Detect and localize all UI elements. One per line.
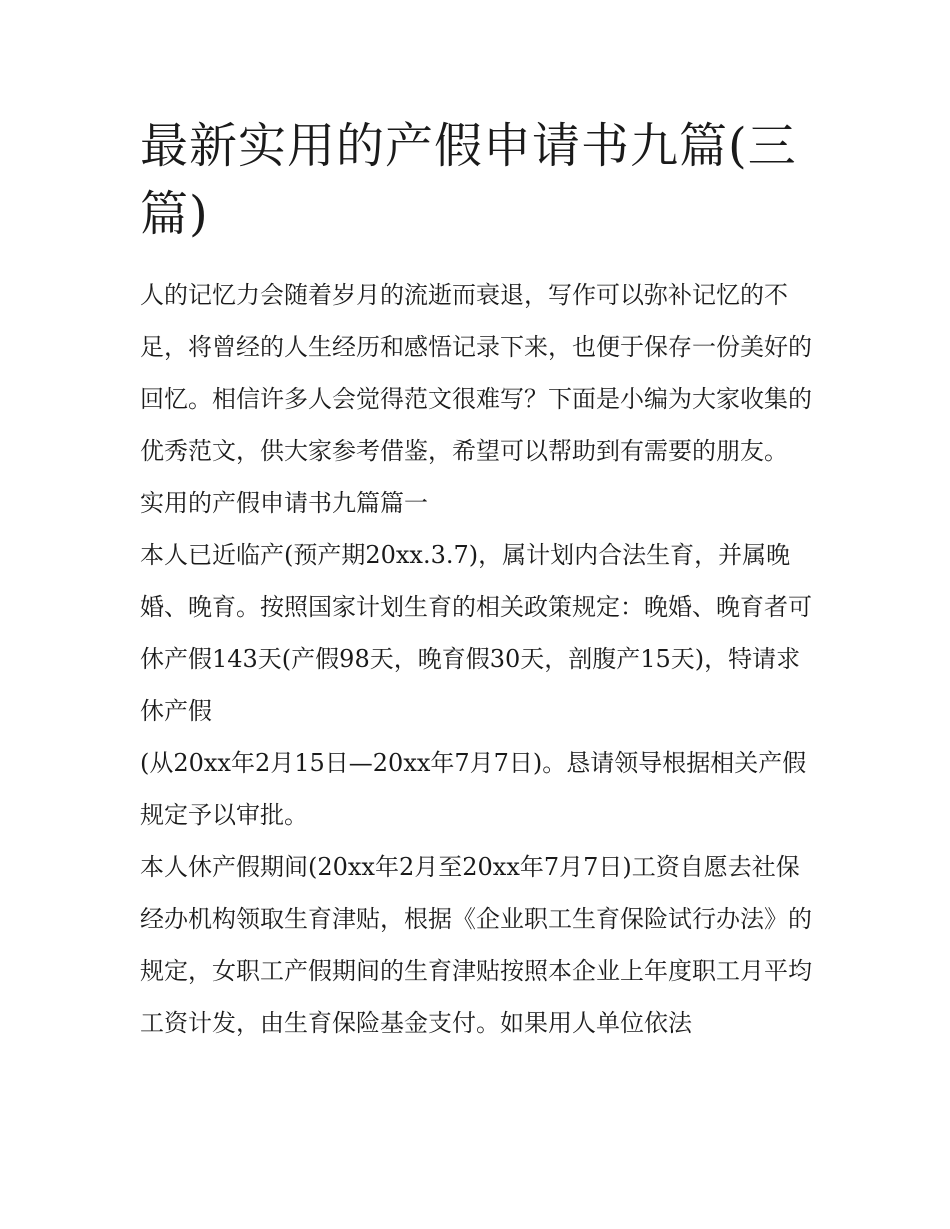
body-paragraph: 本人已近临产(预产期20xx.3.7)，属计划内合法生育，并属晚婚、晚育。按照国家计划生育的相关政策规定：晚婚、晚育者可休产假143天(产假98天，晚育假30天，剖腹产15天)，特请求休产假: [140, 541, 812, 725]
section-heading: 实用的产假申请书九篇篇一: [140, 489, 428, 517]
document-title: 最新实用的产假申请书九篇(三篇): [140, 118, 797, 242]
document-page: [140, 112, 815, 1049]
intro-paragraph: 人的记忆力会随着岁月的流逝而衰退，写作可以弥补记忆的不足，将曾经的人生经历和感悟记录下来，也便于保存一份美好的回忆。相信许多人会觉得范文很难写？下面是小编为大家收集的优秀范文，供大家参考借鉴，希望可以帮助到有需要的朋友。: [140, 281, 812, 465]
body-paragraph: (从20xx年2月15日—20xx年7月7日)。恳请领导根据相关产假规定予以审批。: [140, 749, 807, 829]
body-paragraph: 本人休产假期间(20xx年2月至20xx年7月7日)工资自愿去社保经办机构领取生育津贴，根据《企业职工生育保险试行办法》的规定，女职工产假期间的生育津贴按照本企业上年度职工月平均工资计发，由生育保险基金支付。如果用人单位依法: [140, 853, 812, 1037]
